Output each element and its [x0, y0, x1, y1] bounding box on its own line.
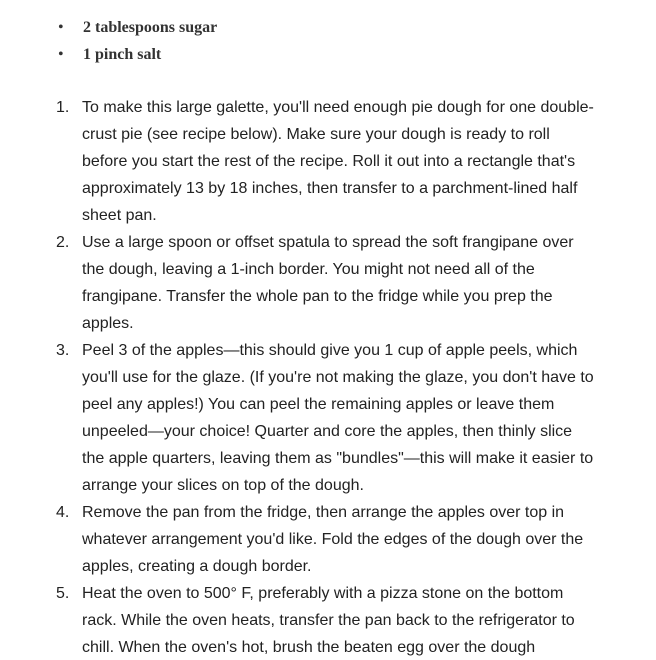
step-text: Peel 3 of the apples—this should give you 1 cup of apple peels, which you'll use for the glaze. (If you're not making the glaze, you don't have to peel any apples!) You can peel the remaining apples or leave them unpeeled—your choice! Quarter and core the apples, then thinly slice the apple quarters, leaving them as "bundles"—this will make it easier to arrange your slices on top of the dough.: [82, 342, 594, 494]
step-item: [0, 94, 656, 229]
instruction-steps: [0, 94, 656, 660]
step-text: Remove the pan from the fridge, then arrange the apples over top in whatever arrangement you'd like. Fold the edges of the dough over the apples, creating a dough border.: [82, 504, 584, 575]
step-text: To make this large galette, you'll need enough pie dough for one double-crust pie (see recipe below). Make sure your dough is ready to roll before you start the rest of the recipe. Roll it out into a rectangle that's approximately 13 by 18 inches, then transfer to a parchment-lined half sheet pan.: [82, 99, 594, 224]
step-item: [0, 337, 656, 499]
step-item: [0, 229, 656, 337]
step-text: Use a large spoon or offset spatula to spread the soft frangipane over the dough, leaving a 1-inch border. You might not need all of the frangipane. Transfer the whole pan to the fridge while you prep the apples.: [82, 234, 574, 332]
step-number: 4.: [56, 504, 70, 521]
step-text: Heat the oven to 500° F, preferably with a pizza stone on the bottom rack. While the oven heats, transfer the pan back to the refrigerator to chill. When the oven's hot, brush the beaten egg over the dough: [82, 585, 575, 656]
step-number: 3.: [56, 342, 70, 359]
ingredient-list: [0, 14, 656, 68]
step-number: 1.: [56, 99, 70, 116]
step-item: [0, 580, 656, 660]
ingredient-item: [0, 41, 656, 68]
step-item: [0, 499, 656, 580]
step-number: 5.: [56, 585, 70, 602]
ingredient-item: [0, 14, 656, 41]
ingredient-text: 2 tablespoons sugar: [83, 19, 218, 36]
bullet-icon: •: [58, 46, 64, 63]
bullet-icon: •: [58, 19, 64, 36]
ingredient-text: 1 pinch salt: [83, 46, 162, 63]
step-number: 2.: [56, 234, 70, 251]
